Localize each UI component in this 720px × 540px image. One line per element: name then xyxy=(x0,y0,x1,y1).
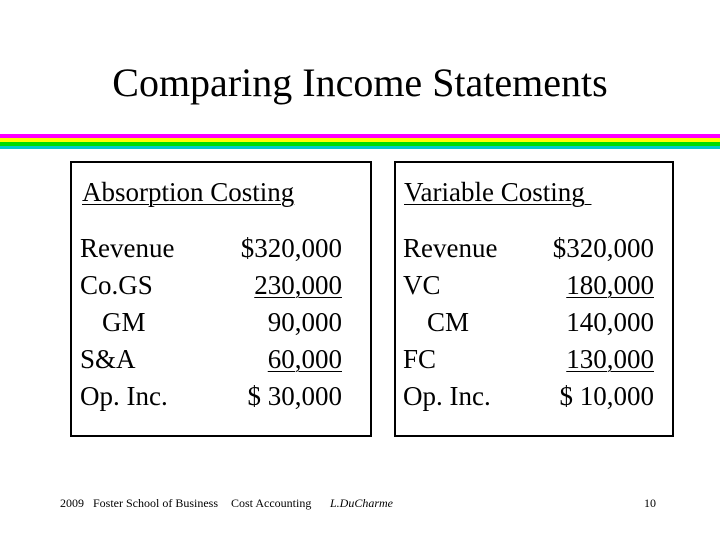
row-value: $320,000 xyxy=(240,233,342,263)
variable-row-op-inc xyxy=(403,379,654,413)
absorption-heading: Absorption Costing xyxy=(82,177,295,207)
row-value: 230,000 xyxy=(254,270,342,300)
row-label: Co.GS xyxy=(80,270,153,300)
variable-heading: Variable Costing xyxy=(404,177,592,207)
row-value: 140,000 xyxy=(566,307,654,337)
row-label: Revenue xyxy=(80,233,175,263)
absorption-row-op-inc xyxy=(80,379,342,413)
row-value: 180,000 xyxy=(566,270,654,300)
row-label: CM xyxy=(427,307,470,337)
footer-author: L.DuCharme xyxy=(330,496,394,510)
row-value: 130,000 xyxy=(566,344,654,374)
row-label: S&A xyxy=(80,344,136,374)
row-label: Op. Inc. xyxy=(403,381,491,411)
absorption-costing-panel xyxy=(70,161,372,437)
footer-year: 2009 xyxy=(60,496,84,510)
slide-title: Comparing Income Statements xyxy=(112,60,608,105)
variable-row-vc xyxy=(403,268,654,302)
stripe-teal xyxy=(0,146,720,149)
absorption-row-sa xyxy=(80,342,342,376)
absorption-row-revenue xyxy=(80,231,342,265)
row-value: $ 30,000 xyxy=(247,381,342,411)
variable-row-cm xyxy=(403,305,654,339)
row-label: Revenue xyxy=(403,233,498,263)
variable-costing-panel xyxy=(394,161,674,437)
footer-page-number: 10 xyxy=(644,496,656,510)
row-value: $320,000 xyxy=(552,233,654,263)
footer-school: Foster School of Business xyxy=(93,496,219,510)
row-value: 60,000 xyxy=(267,344,342,374)
row-label: GM xyxy=(102,307,146,337)
row-value: 90,000 xyxy=(267,307,342,337)
variable-row-revenue xyxy=(403,231,654,265)
row-value: $ 10,000 xyxy=(559,381,654,411)
row-label: Op. Inc. xyxy=(80,381,168,411)
absorption-row-gm xyxy=(80,305,342,339)
absorption-row-cogs xyxy=(80,268,342,302)
variable-row-fc xyxy=(403,342,654,376)
row-label: FC xyxy=(403,344,437,374)
row-label: VC xyxy=(403,270,441,300)
footer-course: Cost Accounting xyxy=(231,496,312,510)
